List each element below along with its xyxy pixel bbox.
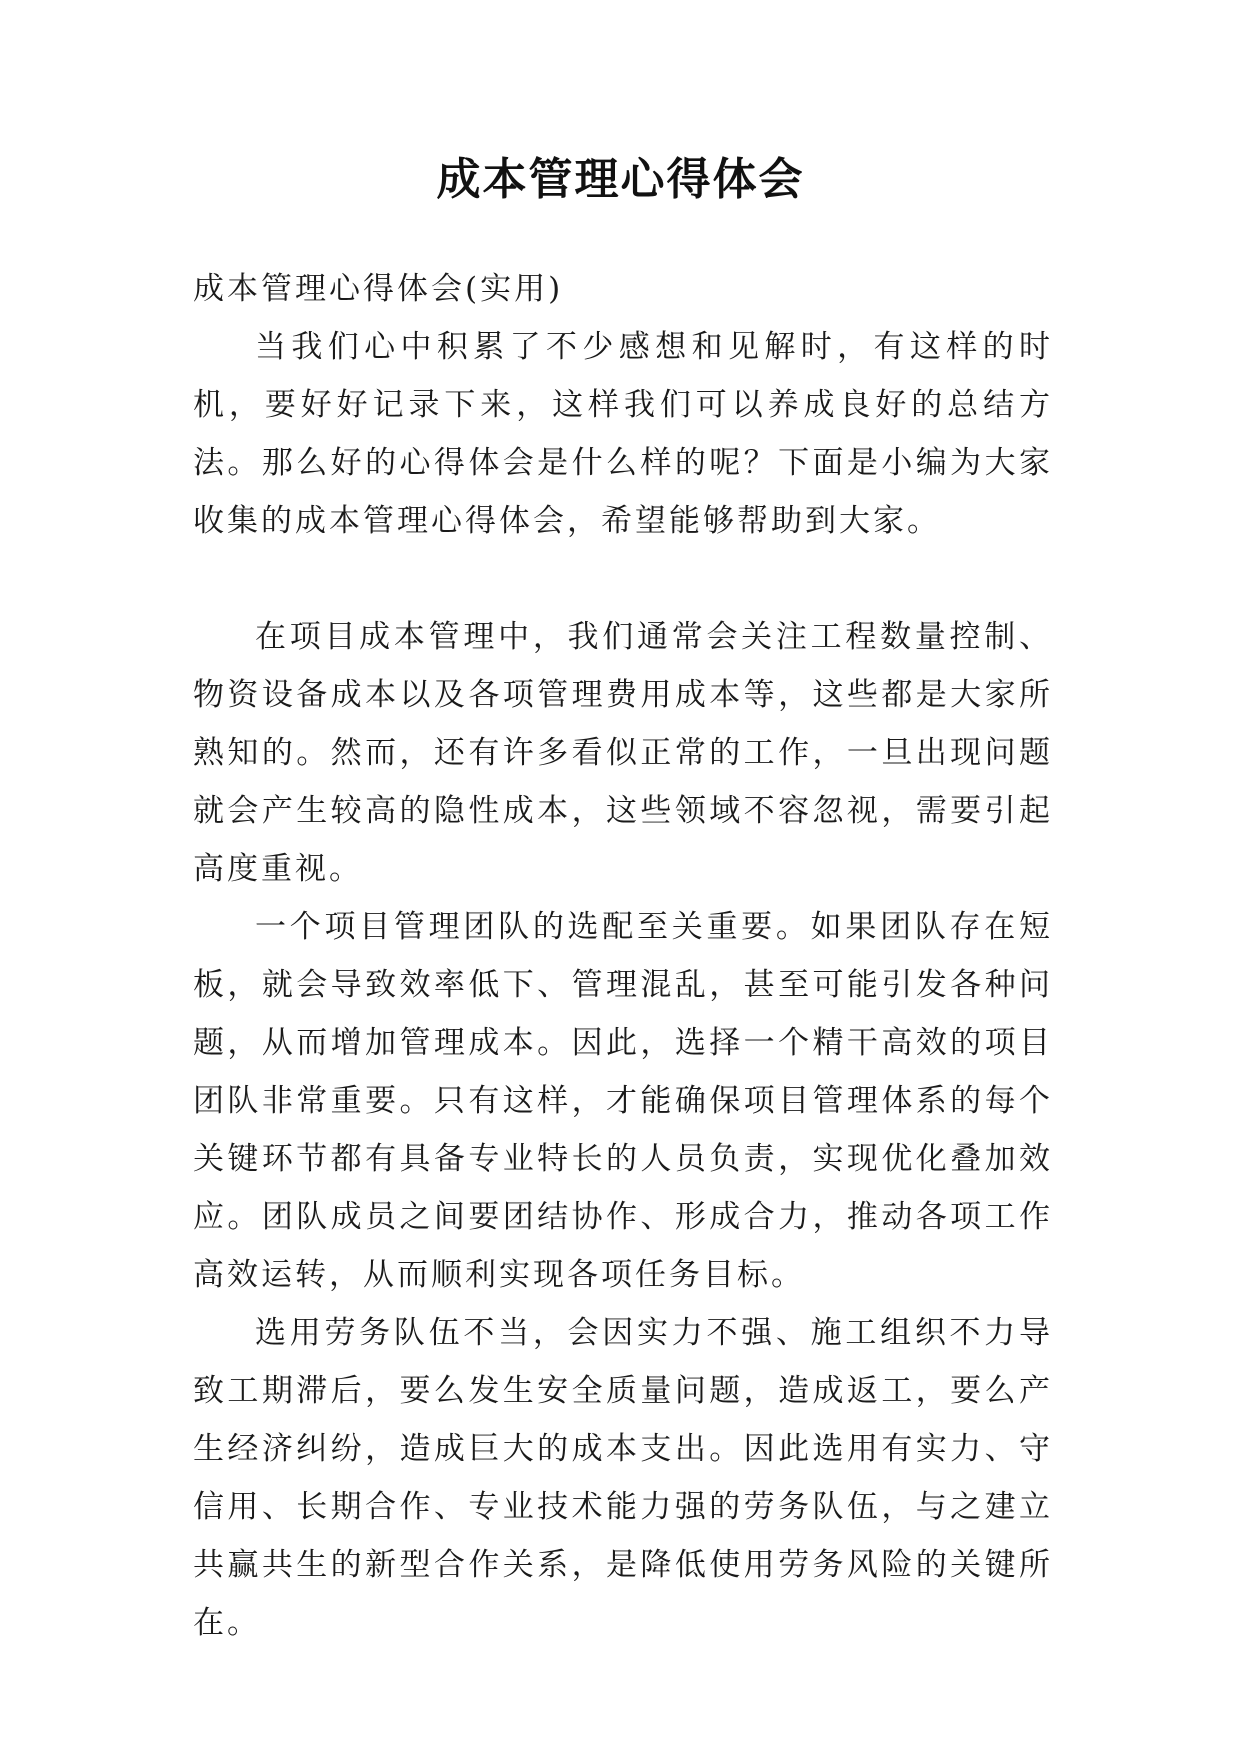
body-paragraph: 选用劳务队伍不当，会因实力不强、施工组织不力导致工期滞后，要么发生安全质量问题，造成返工，要么产生经济纠纷，造成巨大的成本支出。因此选用有实力、守信用、长期合作、专业技术能力强的劳务队伍，与之建立共赢共生的新型合作关系，是降低使用劳务风险的关键所在。 <box>193 1315 1053 1641</box>
body-paragraph: 一个项目管理团队的选配至关重要。如果团队存在短板，就会导致效率低下、管理混乱，甚至可能引发各种问题，从而增加管理成本。因此，选择一个精干高效的项目团队非常重要。只有这样，才能确保项目管理体系的每个关键环节都有具备专业特长的人员负责，实现优化叠加效应。团队成员之间要团结协作、形成合力，推动各项工作高效运转，从而顺利实现各项任务目标。 <box>193 909 1053 1293</box>
document-subtitle: 成本管理心得体会(实用) <box>193 271 564 307</box>
intro-paragraph: 当我们心中积累了不少感想和见解时，有这样的时机，要好好记录下来，这样我们可以养成良好的总结方法。那么好的心得体会是什么样的呢？下面是小编为大家收集的成本管理心得体会，希望能够帮助到大家。 <box>193 329 1053 539</box>
body-paragraph: 在项目成本管理中，我们通常会关注工程数量控制、物资设备成本以及各项管理费用成本等，这些都是大家所熟知的。然而，还有许多看似正常的工作，一旦出现问题就会产生较高的隐性成本，这些领域不容忽视，需要引起高度重视。 <box>193 619 1053 887</box>
document-title: 成本管理心得体会 <box>436 154 805 205</box>
paragraph-spacer <box>193 550 1053 608</box>
document-body <box>193 260 1053 1652</box>
